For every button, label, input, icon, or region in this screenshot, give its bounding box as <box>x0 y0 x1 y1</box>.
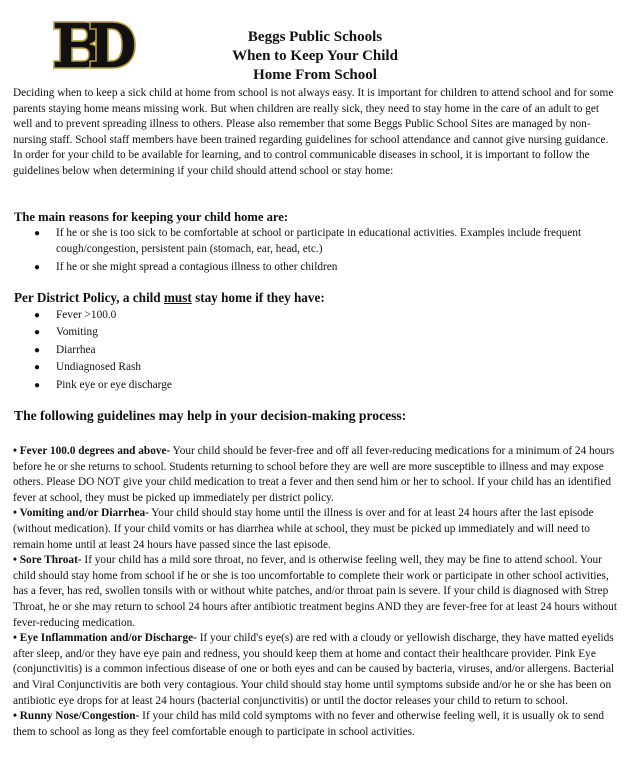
list-item: ● If he or she is too sick to be comfortable at school or participate in educational activities. Examples include frequent cough/congestion, persistent pain (stomach, ear, head, etc.) <box>34 227 582 255</box>
list-item: ● Pink eye or eye discharge <box>34 378 172 391</box>
reasons-heading: The main reasons for keeping your child home are: <box>14 210 289 224</box>
policy-heading-emphasis: must <box>163 290 192 305</box>
list-item: ● Vomiting <box>34 326 98 339</box>
list-item: ● If he or she might spread a contagious illness to other children <box>34 261 338 274</box>
guideline-vomiting: • Vomiting and/or Diarrhea- Your child should stay home until the illness is over and for at least 24 hours after the last episode (without medication). If your child vomits or has diarrhea while at school, they must be picked up immediately and will need to remain home until at least 24 hours have passed since the last episode. <box>13 507 594 551</box>
policy-list <box>34 307 434 394</box>
list-item: ● Fever >100.0 <box>34 309 117 321</box>
guideline-sore-throat: • Sore Throat- If your child has a mild sore throat, no fever, and is otherwise feeling well, they may be fine to attend school. Your child should stay home from school if he or she is too uncomfortable to complete their work or participate in other school activities, has a fever, has red, swollen tonsils with or without white patches, and/or throat pain is severe. If your child is diagnosed with Strep Throat, he or she may return to school 24 hours after antibiotic treatment begins AND they are fever-free for at least 24 hours without fever-reducing medication. <box>13 554 617 629</box>
title-school-name: Beggs Public Schools <box>247 29 383 45</box>
intro-paragraph: Deciding when to keep a sick child at home from school is not always easy. It is important for children to attend school and for some parents staying home means missing work. But when children are really sick, they need to stay home in the care of an adult to get well and to prevent spreading illness to others. Please also remember that some Beggs Public School Sites are managed by non-nursing staff. School staff members have been trained regarding guidelines for school attendance and cannot give nursing guidance. In order for your child to be available for learning, and to control communicable diseases in school, it is important to follow the guidelines below when determining if your child should attend school or stay home: <box>13 87 614 177</box>
guidelines-section <box>13 444 621 740</box>
title-line-3: Home From School <box>253 67 377 83</box>
guideline-fever: • Fever 100.0 degrees and above- Your child should be fever-free and off all fever-reducing medications for a minimum of 24 hours before he or she returns to school. Students returning to school before they are well are more susceptible to illness and may expose others. Please DO NOT give your child medication to treat a fever and then send him or her to school. If your child has an identified fever at school, they must be picked up immediately per district policy. <box>13 445 615 504</box>
beggs-bd-logo <box>50 16 138 74</box>
title-line-2: When to Keep Your Child <box>232 48 398 64</box>
policy-heading: Per District Policy, a child must stay home if they have: <box>14 290 325 305</box>
reasons-list <box>34 226 609 279</box>
guidelines-heading: The following guidelines may help in your decision-making process: <box>14 408 407 423</box>
guideline-eye: • Eye Inflammation and/or Discharge- If your child's eye(s) are red with a cloudy or yellowish discharge, they have matted eyelids after sleep, and/or they have eye pain and redness, you should keep them at home and contact their healthcare provider. Pink Eye (conjunctivitis) is a common infectious disease of one or both eyes and can be caused by bacteria, viruses, and/or allergens. Bacterial and Viral Conjunctivitis are both very contagious. Your child should stay home until symptoms subside and/or he or she has been on antibiotic eye drops for at least 24 hours (bacterial conjunctivitis) or until the doctor releases your child to return to school. <box>13 632 615 707</box>
guideline-runny-nose: • Runny Nose/Congestion- If your child has mild cold symptoms with no fever and otherwise feeling well, it is usually ok to send them to school as long as they feel comfortable enough to participate in school activities. <box>13 710 605 738</box>
list-item: ● Undiagnosed Rash <box>34 361 142 374</box>
document-title <box>160 28 470 85</box>
list-item: ● Diarrhea <box>34 343 96 356</box>
